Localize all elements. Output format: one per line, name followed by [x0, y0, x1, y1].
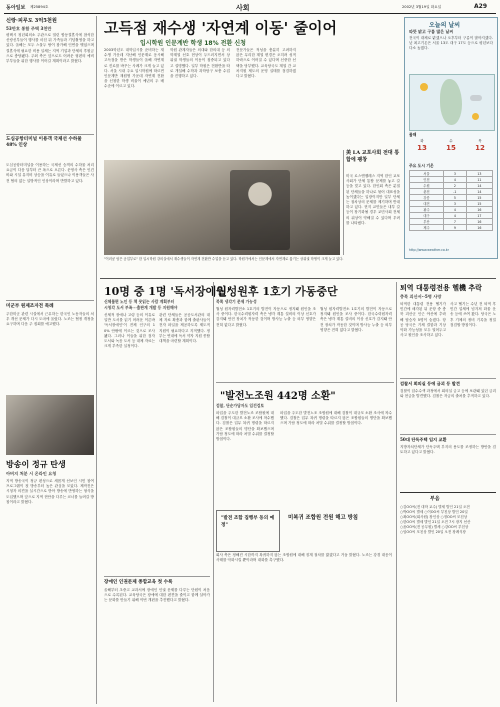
- obituary-item: ○박OO씨 별세 ○이OO씨 부친상 발인 20일: [400, 510, 468, 514]
- left-story2-headline: 도심공항터미널 이용객 국제선 수하물 48% 인상: [6, 137, 82, 148]
- forecast-high: 13: [417, 144, 427, 152]
- city-temp-cell: 17: [466, 213, 492, 219]
- right-divider-1: [400, 378, 496, 379]
- mid-divider-1: [213, 282, 214, 702]
- left-column-divider: [96, 16, 97, 704]
- mid-sub-1: 신체불편 노인 등 책 못읽는 사람 계획부터: [104, 299, 175, 304]
- top-body-3: 전문가들은 적성을 충분히 고려하지 않은 무리한 계열 변경은 오히려 성적 하락으로 이어질 수 있다며 신중한 선택을 당부했다. 교육당국도 계열 간 교차지원 제도의 운영 실태를 점검하겠다고 밝혔다.: [236, 48, 296, 79]
- mid-headline-2: 월성원후 1호기 가동중단: [216, 285, 338, 298]
- left-photo: [6, 395, 94, 455]
- right-brief1-headline: 검찰서 회의실 등에 금괴 등 발견: [400, 381, 460, 386]
- right-headline: 퇴역 대통령전용 헬機 추락: [400, 283, 482, 292]
- city-temp-cell: 3: [443, 201, 466, 207]
- city-temp-cell: 16: [466, 207, 492, 213]
- mid-headline-3: "발전노조원 442명 소환": [220, 391, 336, 402]
- left-story3-body: 주한미군 관련 시설에서 근무하는 한국인 노동자들의 처우 개선 문제가 다시 도마에 올랐다. 노조는 협정 개정을 요구하며 다음 주 집회를 예고했다.: [6, 312, 94, 327]
- top-side-headline: 美 LA 교포사회 전대 통합에 팽창: [346, 150, 400, 163]
- top-body-2: 학원 관계자들은 의대와 한의대 등 의학계열 선호 현상이 두드러지면서 상위권 학생들의 이동이 집중되고 있다고 설명했다. 일부 학원은 전환반을 따로 개설해 수학과 과학탐구 보충 수업을 진행하고 있다.: [170, 48, 230, 79]
- section-title: 사회: [236, 3, 250, 12]
- mid-box-headline: 장애인 인권문제 종합교육 첫 수록: [104, 580, 173, 585]
- forecast-day-1: [409, 139, 435, 152]
- mid-quote-text: "발전 조합 집행부 동의 예정": [221, 516, 275, 528]
- city-temp-cell: 14: [466, 189, 492, 195]
- city-temp-cell: 수원: [410, 183, 444, 189]
- city-temp-cell: 인천: [410, 177, 444, 183]
- mid-headline-1: 10명 중 1명 '독서장애인': [104, 285, 231, 298]
- city-temp-cell: 15: [466, 201, 492, 207]
- left-divider-1: [6, 134, 94, 135]
- city-temp-row: [410, 225, 493, 231]
- top-body-1: 2003학년도 대학입시를 준비하는 재수생 가운데 지난해 인문계로 응시해 고득점을 받은 학생들이 올해 자연계로 진로를 바꾸는 사례가 크게 늘고 있다. 서울 시내 주요 입시학원에 따르면 인문계반 재원생 가운데 자연계 전환을 신청한 학생 비율이 예년의 두 배 수준에 이르고 있다.: [104, 48, 164, 89]
- city-temp-cell: 대전: [410, 201, 444, 207]
- forecast-day-label: 수: [449, 139, 453, 143]
- city-temp-cell: 제주: [410, 225, 444, 231]
- city-temp-cell: 3: [443, 171, 466, 177]
- forecast-high: 15: [446, 144, 456, 152]
- sun-icon: [472, 113, 479, 120]
- mid-quote-text-2: 미복귀 조합원 전원 해고 방침: [288, 515, 358, 521]
- forecast-day-2: [438, 139, 464, 152]
- weather-map: [409, 74, 495, 131]
- right-brief2-body: 지방자치단체가 단독주택 부지의 용도를 조정하는 방안을 검토하고 있다고 밝혔다.: [400, 445, 496, 455]
- weather-title: 오늘의 날씨: [429, 22, 461, 29]
- mid-quote-box-2: [284, 510, 392, 550]
- left-story2-body: 도심공항터미널을 이용하는 국제선 승객의 수하물 처리 요금이 다음 달부터 큰 폭으로 오른다. 운영사 측은 인건비와 시설 유지비 상승을 이유로 들었으나 이용객들은 사전 협의 없는 일방적인 인상이라며 반발하고 있다.: [6, 163, 94, 183]
- sun-icon: [420, 83, 428, 91]
- city-temp-cell: 춘천: [410, 189, 444, 195]
- left-story1-sub: 53만호 통합 주택 3천만: [6, 26, 52, 31]
- forecast-day-label: 목: [478, 139, 482, 143]
- weather-footer: http://www.weather.co.kr: [409, 248, 449, 252]
- mid-body-4: 파업을 주도한 발전노조 조합원에 대해 검찰이 대규모 소환 조사에 착수했다. 검찰은 업무 복귀 명령을 따르지 않은 조합원들의 명단을 확보했으며 가담 정도에 따라 처벌 수위를 결정할 방침이다.: [216, 411, 274, 442]
- city-temp-cell: 서울: [410, 171, 444, 177]
- city-temp-cell: -1: [443, 189, 466, 195]
- forecast-day-label: 화: [420, 139, 424, 143]
- city-temp-cell: 4: [443, 177, 466, 183]
- city-temp-cell: 5: [443, 195, 466, 201]
- mid-body-2: 관련 단체들은 공공도서관의 대체 자료 확충과 함께 출판사들이 전자 파일을 제공하도록 제도적 지원이 필요하다고 지적했다. 정부는 연내에 독서 약자 지원 종합대책을 마련할 계획이다.: [159, 313, 210, 344]
- top-photo: [104, 160, 340, 255]
- left-story1-headline: 신랑·피루도 3억5천원: [6, 18, 57, 24]
- mid-sub-1b: 시청각 도서 부족···출판계 개발 등 지원해야: [104, 305, 178, 310]
- left-feature-headline: 방송이 정규 탄생: [6, 459, 66, 469]
- top-side-body: 미국 로스앤젤레스 지역 한인 교포사회가 단체 통합 문제를 놓고 갈등을 빚고 있다. 한인회 측은 분열된 단체들을 하나로 묶어 대표성을 높이겠다는 입장이지만 일부 단체는 절차상의 문제를 제기하며 반대하고 있다. 현지 교민들은 내부 갈등이 장기화될 경우 교민사회 전체의 위상이 약해질 수 있다며 우려를 나타냈다.: [346, 174, 400, 225]
- obituary-box: [400, 492, 496, 703]
- top-section-rule: [100, 278, 496, 279]
- photo-illustration: [230, 170, 290, 250]
- left-story3-headline: 미군부 원제조자전 특례: [6, 304, 54, 309]
- mid-body-1: 신체적 장애나 고령 등의 이유로 일반 도서를 읽기 어려운 이른바 '독서장애인'이 전체 인구의 10% 안팎에 이르는 것으로 조사됐다. 그러나 이들을 위한 점자 도서와 녹음 도서 등 대체 자료는 크게 부족한 실정이다.: [104, 313, 155, 349]
- mid-quote-box: [216, 510, 280, 552]
- right-body-2: 사고 헬기는 수년 전 퇴역 후 민간 업체에 넘겨져 화물 운송 등에 쓰여 왔다. 당국은 노후 기체의 정비 기록을 정밀 점검할 방침이다.: [450, 302, 496, 327]
- weather-city-table: [409, 170, 493, 231]
- mid-body-3: 월성 원자력발전소 1호기의 발전이 자동으로 정지돼 원인을 조사 중이다. 한국수력원자력 측은 냉각 계통 설비의 이상 신호가 감지돼 안전 장치가 작동한 것이며 방사능 누출 등 외부 영향은 전혀 없다고 밝혔다.: [216, 307, 316, 327]
- mid-body-5: 회사 측은 정해진 시한까지 복귀하지 않는 조합원에 대해 징계 절차를 밟겠다고 거듭 밝혔다. 노조는 강경 대응이 사태를 악화시킬 뿐이라며 대화를 촉구했다.: [216, 553, 392, 563]
- masthead-rule: [4, 13, 496, 14]
- right-brief2-headline: 50대 단독주택 입지 교환: [400, 437, 447, 442]
- left-feature-sub: 아버지 처분 시 온라인 요청: [6, 471, 57, 476]
- mid-sub-2: 북쪽 냉각기 문제 가능성: [216, 299, 257, 304]
- city-temp-cell: 7: [443, 219, 466, 225]
- top-side-divider: [343, 150, 344, 255]
- mid-body-3b: 월성 원자력발전소 1호기의 발전이 자동으로 정지돼 원인을 조사 중이다. 한국수력원자력 측은 냉각 계통 설비의 이상 신호가 감지돼 안전 장치가 작동한 것이며 방사능 누출 등 외부 영향은 전혀 없다고 밝혔다.: [320, 307, 392, 332]
- top-photo-caption: "이러쿵 엄끈 공업부로" 한 입시학원 강의실에서 재수생들이 자연계 전환반 수업을 듣고 있다. 학원가에서는 인문계에서 자연계로 옮기는 상위권 학생이 크게 늘고 있다.: [104, 257, 344, 261]
- city-temp-cell: 15: [466, 195, 492, 201]
- city-temp-cell: 강릉: [410, 195, 444, 201]
- mid-sub-3: 검찰, 단순가담자도 입건검토: [216, 403, 265, 408]
- city-temp-cell: 16: [466, 225, 492, 231]
- weather-box: [404, 17, 498, 259]
- page-number: A29: [474, 3, 487, 10]
- cloud-icon: [470, 95, 482, 101]
- right-sub: 충북 괴산서··5명 사망: [400, 294, 442, 299]
- mid-divider-2: [396, 282, 397, 702]
- obituary-item: ○윤OO씨(전 공무원) 별세 ○강OO씨 부친상: [400, 525, 469, 529]
- city-temp-cell: 4: [443, 213, 466, 219]
- city-temp-cell: 9: [443, 225, 466, 231]
- obituary-item: ○한OO씨 별세 발인 21일 오전 7시 장지 선산: [400, 520, 471, 524]
- weather-body: 전국이 대체로 맑겠으나 오후부터 구름이 많아지겠다. 낮 최고기온은 서울 13도 대구 17도 등으로 평년보다 다소 높겠다.: [409, 36, 493, 51]
- city-temp-cell: 광주: [410, 207, 444, 213]
- mid-box-body: 올해부터 초중고 교과서에 장애인 인권 문제를 다루는 단원이 처음으로 수록된다. 교육당국은 장애에 대한 편견을 줄이고 함께 살아가는 문화를 만들기 위해 이번 개편을 추진했다고 밝혔다.: [104, 588, 210, 603]
- paper-name: 동아일보: [6, 5, 26, 11]
- right-body: 퇴역한 대통령 전용 헬기가 민간에 매각된 뒤 운항 중 충북 괴산군 인근 야산에 추락해 탑승자 5명이 숨졌다. 항공 당국은 기체 결함과 기상 악화 가능성을 모두 열어두고 사고 원인을 조사하고 있다.: [400, 302, 446, 338]
- obituary-item: ○김OO씨(전 대학 교수) 별세 발인 21일 오전: [400, 505, 470, 509]
- city-temp-cell: 11: [466, 177, 492, 183]
- weather-subtitle: 따뜻 맑고 구름 많은 날씨: [409, 29, 454, 34]
- forecast-day-3: [467, 139, 493, 152]
- mid-body-4b: 파업을 주도한 발전노조 조합원에 대해 검찰이 대규모 소환 조사에 착수했다. 검찰은 업무 복귀 명령을 따르지 않은 조합원들의 명단을 확보했으며 가담 정도에 따라 처벌 수위를 결정할 방침이다.: [280, 411, 392, 426]
- obituary-item: ○임OO씨 모친상 발인 20일 오전 장례식장: [400, 530, 466, 534]
- masthead: [4, 3, 496, 13]
- issue-date: 2002년 3월19일 화요일: [402, 5, 442, 9]
- obituary-title: 부음: [430, 496, 440, 502]
- mid-box-divider: [104, 576, 210, 577]
- weather-forecast-row: [409, 139, 493, 155]
- top-headline: 고득점 재수생 '자연계 이동' 줄이어: [104, 19, 337, 37]
- mid-center-divider: [216, 382, 394, 383]
- weather-temp-title: 주요 도시 기온: [409, 163, 434, 168]
- left-story1-body: 평택시 청년회의소 주관으로 열린 합동결혼식에 참석한 신랑신부들이 행사를 마친 뒤 가족들과 기념촬영을 하고 있다. 올해는 모두 스물두 쌍이 참가해 인연을 맺었으며 결혼식에 필요한 비용 일체는 지역 기업과 단체의 후원금으로 충당됐다. 주최 측은 앞으로도 어려운 형편의 예비부부들을 위한 행사를 이어갈 계획이라고 밝혔다.: [6, 33, 94, 64]
- korea-map-shape: [440, 79, 462, 125]
- top-sub: 입시학원 인문계반 학생 18% 전환 신청: [140, 40, 246, 47]
- city-temp-cell: 16: [466, 219, 492, 225]
- city-temp-cell: 2: [443, 183, 466, 189]
- obituary-item: ○최OO씨(회사원) 장인상 ○정OO씨 모친상: [400, 515, 468, 519]
- left-feature-body: 지역 방송국이 정규 편성으로 새롭게 선보인 시민 참여 프로그램이 첫 방송부터 높은 관심을 모았다. 제작진은 시청자 의견을 실시간으로 받아 방송에 반영하는 형식을 도입했으며 앞으로 지역 현안을 다루는 코너를 늘려갈 방침이라고 밝혔다.: [6, 479, 94, 504]
- right-brief1-body: 검찰이 압수수색 과정에서 회의실 금고 등에 보관돼 있던 금괴와 현금을 발견했다. 검찰은 자금의 출처를 추적하고 있다.: [400, 389, 496, 399]
- city-temp-cell: 14: [466, 183, 492, 189]
- forecast-high: 12: [475, 144, 485, 152]
- edition-number: 제25894호: [30, 5, 49, 9]
- left-divider-2: [6, 300, 94, 301]
- city-temp-cell: 13: [466, 171, 492, 177]
- city-temp-cell: 4: [443, 207, 466, 213]
- right-divider-2: [400, 434, 496, 435]
- city-temp-cell: 부산: [410, 219, 444, 225]
- city-temp-cell: 대구: [410, 213, 444, 219]
- weather-tides-title: 물때: [409, 132, 417, 137]
